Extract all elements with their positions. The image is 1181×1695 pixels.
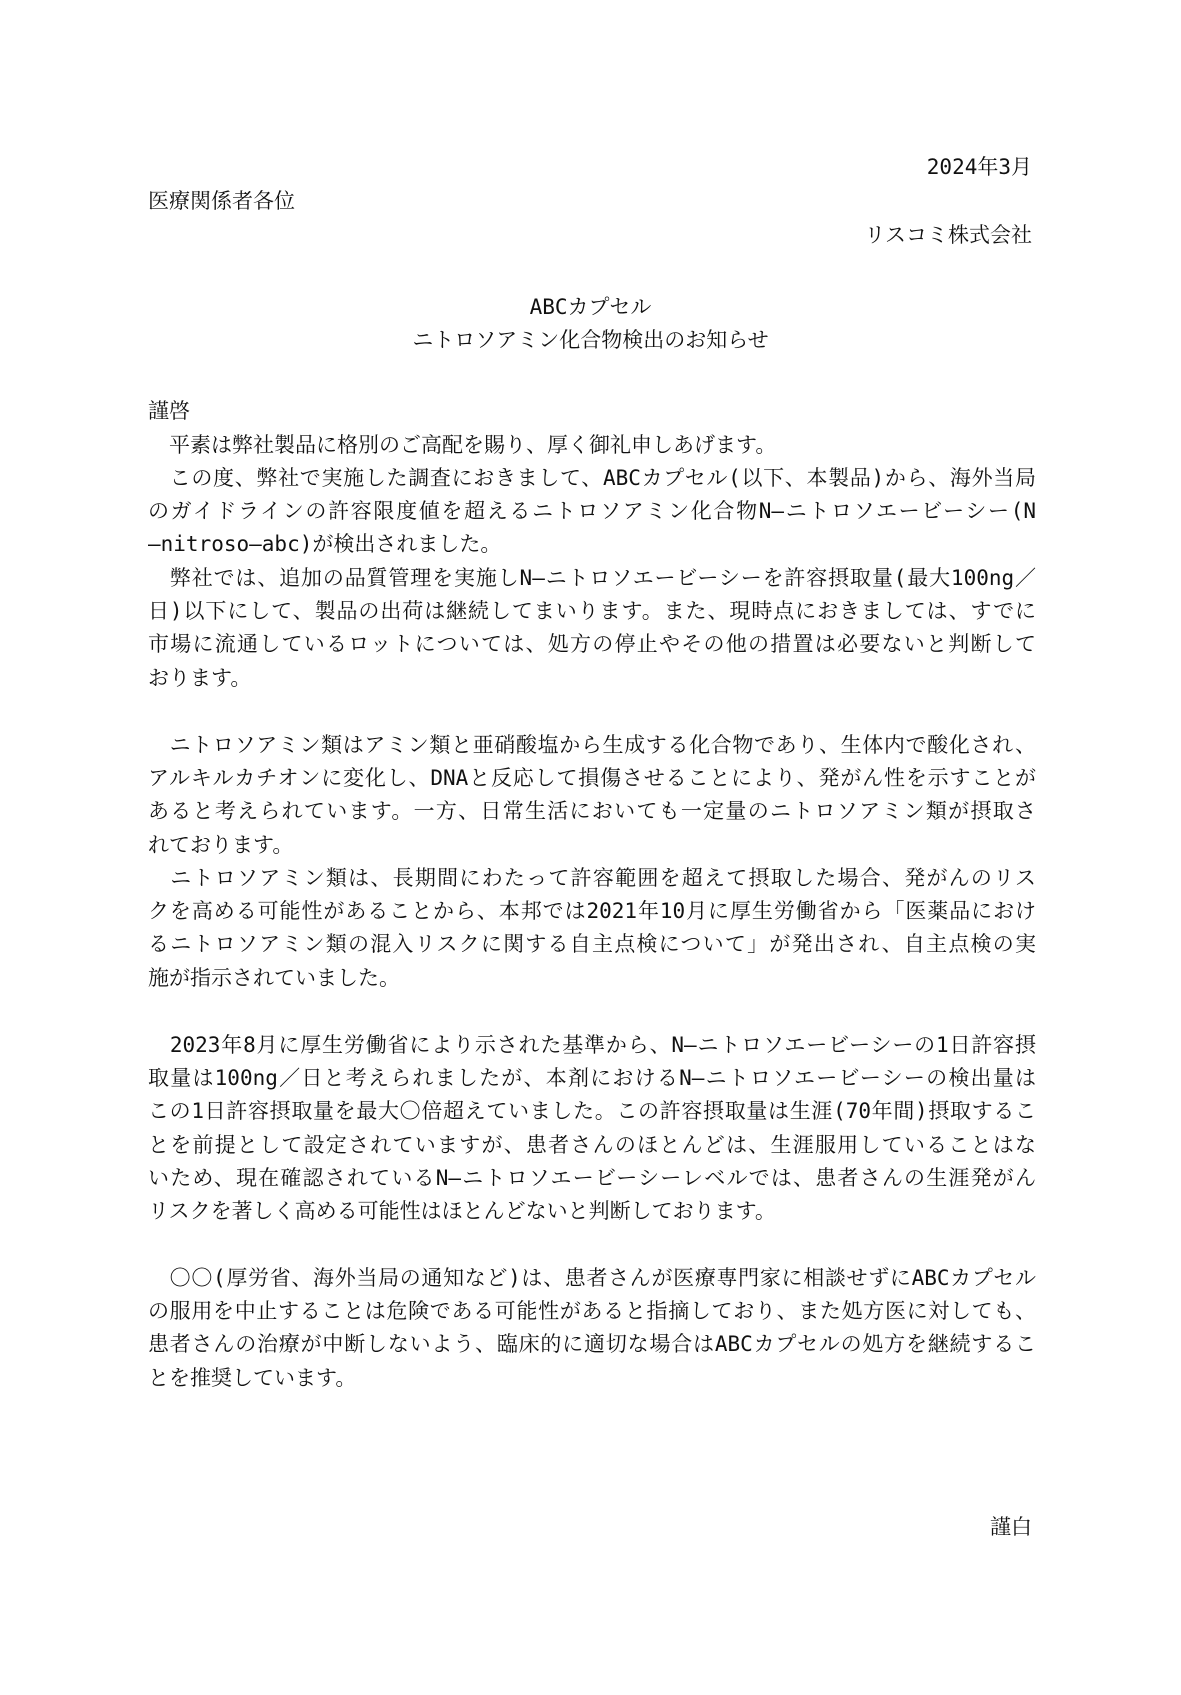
body-line: ―nitroso―abc)が検出されました。 — [148, 532, 502, 556]
opening-salutation: 謹啓 — [148, 399, 190, 423]
body-line: クを高める可能性があることから、本邦では2021年10月に厚生労働省から「医薬品におけ — [148, 899, 1036, 923]
body-line: 取量は100ng／日と考えられましたが、本剤におけるN―ニトロソエービーシーの検出量は — [148, 1066, 1036, 1090]
body-line: るニトロソアミン類の混入リスクに関する自主点検について」が発出され、自主点検の実 — [148, 932, 1036, 956]
notice-subject: ニトロソアミン化合物検出のお知らせ — [412, 328, 769, 352]
body-line: 〇〇(厚労省、海外当局の通知など)は、患者さんが医療専門家に相談せずにABCカプセル — [148, 1266, 1036, 1290]
body-line: 弊社では、追加の品質管理を実施しN―ニトロソエービーシーを許容摂取量(最大100ng／ — [148, 566, 1036, 590]
body-line: おります。 — [148, 666, 252, 690]
body-line: この1日許容摂取量を最大〇倍超えていました。この許容摂取量は生涯(70年間)摂取するこ — [148, 1099, 1036, 1123]
body-line: あると考えられています。一方、日常生活においても一定量のニトロソアミン類が摂取さ — [148, 799, 1036, 823]
body-line: ニトロソアミン類は、長期間にわたって許容範囲を超えて摂取した場合、発がんのリス — [148, 866, 1036, 890]
body-line: 市場に流通しているロットについては、処方の停止やその他の措置は必要ないと判断して — [148, 632, 1037, 656]
document-date: 2024年3月 — [926, 155, 1032, 179]
body-line: 2023年8月に厚生労働省により示された基準から、N―ニトロソエービーシーの1日許容摂 — [148, 1033, 1036, 1057]
addressee: 医療関係者各位 — [148, 189, 295, 213]
body-line: 患者さんの治療が中断しないよう、臨床的に適切な場合はABCカプセルの処方を継続するこ — [148, 1332, 1036, 1356]
body-line: れております。 — [148, 833, 294, 857]
body-line: の服用を中止することは危険である可能性があると指摘しており、また処方医に対しても、 — [148, 1299, 1036, 1323]
body-line: いため、現在確認されているN―ニトロソエービーシーレベルでは、患者さんの生涯発がん — [148, 1166, 1036, 1190]
sender-company: リスコミ株式会社 — [864, 223, 1032, 247]
body-line: 日)以下にして、製品の出荷は継続してまいります。また、現時点におきましては、すでに — [148, 599, 1036, 623]
body-line: アルキルカチオンに変化し、DNAと反応して損傷させることにより、発がん性を示すことが — [148, 766, 1036, 790]
body-line: 施が指示されていました。 — [148, 966, 400, 990]
body-line: リスクを著しく高める可能性はほとんどないと判断しております。 — [148, 1199, 776, 1223]
body-line: ニトロソアミン類はアミン類と亜硝酸塩から生成する化合物であり、生体内で酸化され、 — [148, 733, 1036, 757]
body-line: とを前提として設定されていますが、患者さんのほとんどは、生涯服用していることはな — [148, 1133, 1036, 1157]
body-line: この度、弊社で実施した調査におきまして、ABCカプセル(以下、本製品)から、海外当局 — [148, 466, 1036, 490]
product-title: ABCカプセル — [529, 295, 652, 319]
body-line: とを推奨しています。 — [148, 1366, 357, 1390]
body-line: 平素は弊社製品に格別のご高配を賜り、厚く御礼申しあげます。 — [148, 433, 777, 457]
closing-salutation: 謹白 — [990, 1515, 1032, 1539]
body-line: のガイドラインの許容限度値を超えるニトロソアミン化合物N―ニトロソエービーシー(N — [148, 499, 1036, 523]
